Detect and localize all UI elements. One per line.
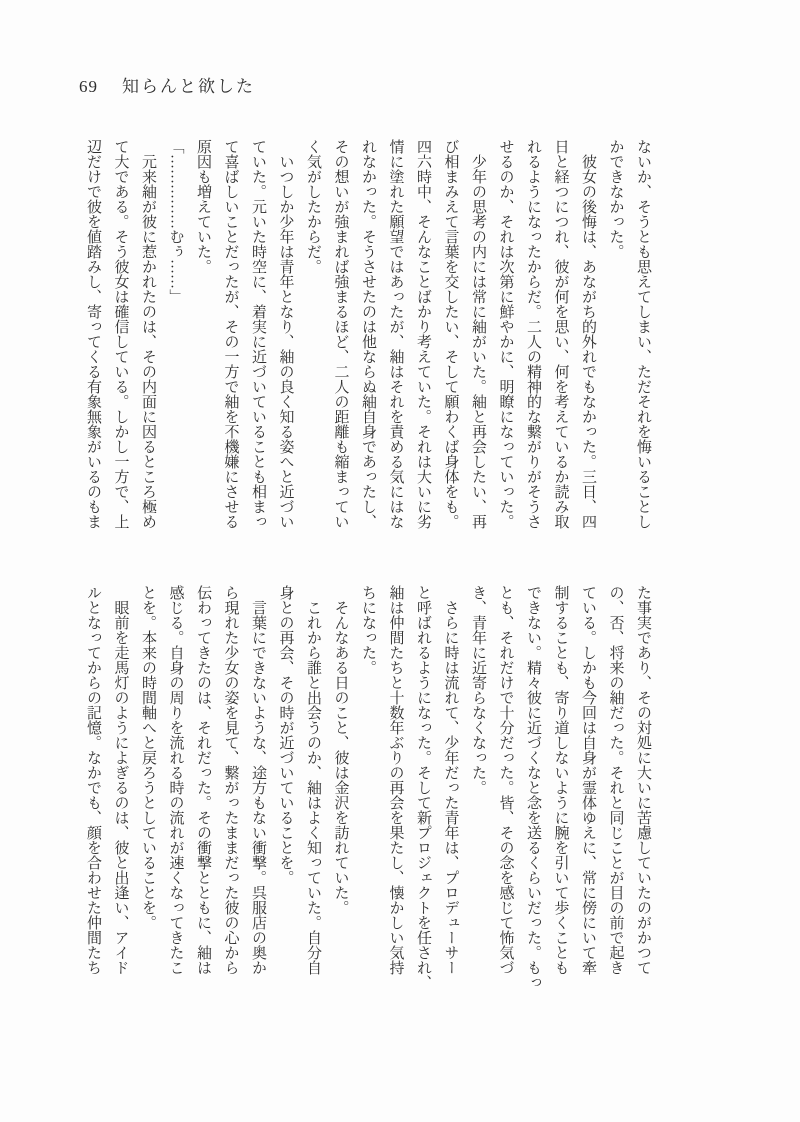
text-line: ている。しかも今回は自身が霊体ゆえに、常に傍にいて牽 <box>580 585 596 975</box>
text-line: 少年の思考の内には常に紬がいた。紬と再会したい、再 <box>470 139 486 529</box>
text-line: ちになった。 <box>360 585 376 675</box>
text-line: の、否、将来の紬だった。それと同じことが目の前で起き <box>607 585 624 975</box>
page-number: 69 <box>79 77 98 96</box>
text-line: ルとなってからの記憶。なかでも、顔を合わせた仲間たち <box>85 585 101 975</box>
text-line: 彼女の後悔は、あながち的外れでもなかった。三日、四 <box>580 139 596 529</box>
text-line: とを。本来の時間軸へと戻ろうとしていることを。 <box>140 585 156 930</box>
text-line: び相まみえて言葉を交したい、そして願わくば身体をも。 <box>442 139 459 529</box>
text-line: これから誰と出会うのか、紬はよく知っていた。自分自 <box>305 585 321 975</box>
text-line: 感じる。自身の周りを流れる時の流れが速くなってきたこ <box>167 585 184 975</box>
text-line: 紬は仲間たちと十数年ぶりの再会を果たし、懐かしい気持 <box>387 585 404 975</box>
text-line: て喜ばしいことだったが、その一方で紬を不機嫌にさせる <box>222 139 239 529</box>
text-line: 「……………むぅ……」 <box>167 139 184 304</box>
text-line: 元来紬が彼に惹かれたのは、その内面に因るところ極め <box>140 139 156 529</box>
text-line: 原因も増えていた。 <box>195 139 211 274</box>
text-line: かできなかった。 <box>607 139 624 259</box>
text-line: いつしか少年は青年となり、紬の良く知る姿へと近づい <box>277 139 294 529</box>
page-header <box>79 72 255 97</box>
text-line: 言葉にできないような、途方もない衝撃。呉服店の奥か <box>250 585 266 975</box>
text-block-bottom <box>78 585 656 990</box>
text-line: ていた。元いた時空に、着実に近づいていることも相まっ <box>250 139 266 529</box>
text-line: 日と経つにつれ、彼が何を思い、何を考えているか読み取 <box>552 139 569 529</box>
text-line: 伝わってきたのは、それだった。その衝撃とともに、紬は <box>195 585 211 975</box>
text-line: 情に塗れた願望ではあったが、紬はそれを責める気にはな <box>387 139 404 529</box>
text-line: できない。精々彼に近づくなと念を送るくらいだった。もっ <box>525 585 541 990</box>
text-line: 辺だけで彼を値踏みし、寄ってくる有象無象がいるのもま <box>85 139 101 529</box>
text-line: そんなある日のこと、彼は金沢を訪れていた。 <box>332 585 349 915</box>
text-block-top <box>78 139 656 531</box>
text-line: 身との再会、その時が近づいていることを。 <box>277 585 294 885</box>
text-line: と呼ばれるようになった。そして新プロジェクトを任され、 <box>415 585 431 990</box>
page-title: 知らんと欲した <box>122 77 255 96</box>
text-line: さらに時は流れて、少年だった青年は、プロデューサー <box>442 585 459 975</box>
text-line: 四六時中、そんなことばかり考えていた。それは大いに劣 <box>415 139 431 529</box>
text-line: れるようになったからだ。二人の精神的な繋がりがそうさ <box>525 139 541 529</box>
text-line: く気がしたからだ。 <box>305 139 321 274</box>
text-line: れなかった。そうさせたのは他ならぬ紬自身であったし、 <box>360 139 376 529</box>
text-line: とも、それだけで十分だった。皆、その念を感じて怖気づ <box>497 585 514 975</box>
text-line: ないか、そうとも思えてしまい、ただそれを悔いることし <box>635 139 651 529</box>
text-line: せるのか、それは次第に鮮やかに、明瞭になっていった。 <box>497 139 514 529</box>
text-line: 眼前を走馬灯のようによぎるのは、彼と出逢い、アイド <box>112 585 129 975</box>
text-line: ら現れた少女の姿を見て、繋がったままだった彼の心から <box>222 585 239 975</box>
text-line: その想いが強まれば強まるほど、二人の距離も縮まってい <box>332 139 349 529</box>
text-line: 制することも、寄り道しないように腕を引いて歩くことも <box>552 585 569 975</box>
text-line: た事実であり、その対処に大いに苦慮していたのがかつて <box>635 585 651 975</box>
text-line: き、青年に近寄らなくなった。 <box>470 585 486 795</box>
text-line: て大である。そう彼女は確信している。しかし一方で、上 <box>112 139 129 529</box>
